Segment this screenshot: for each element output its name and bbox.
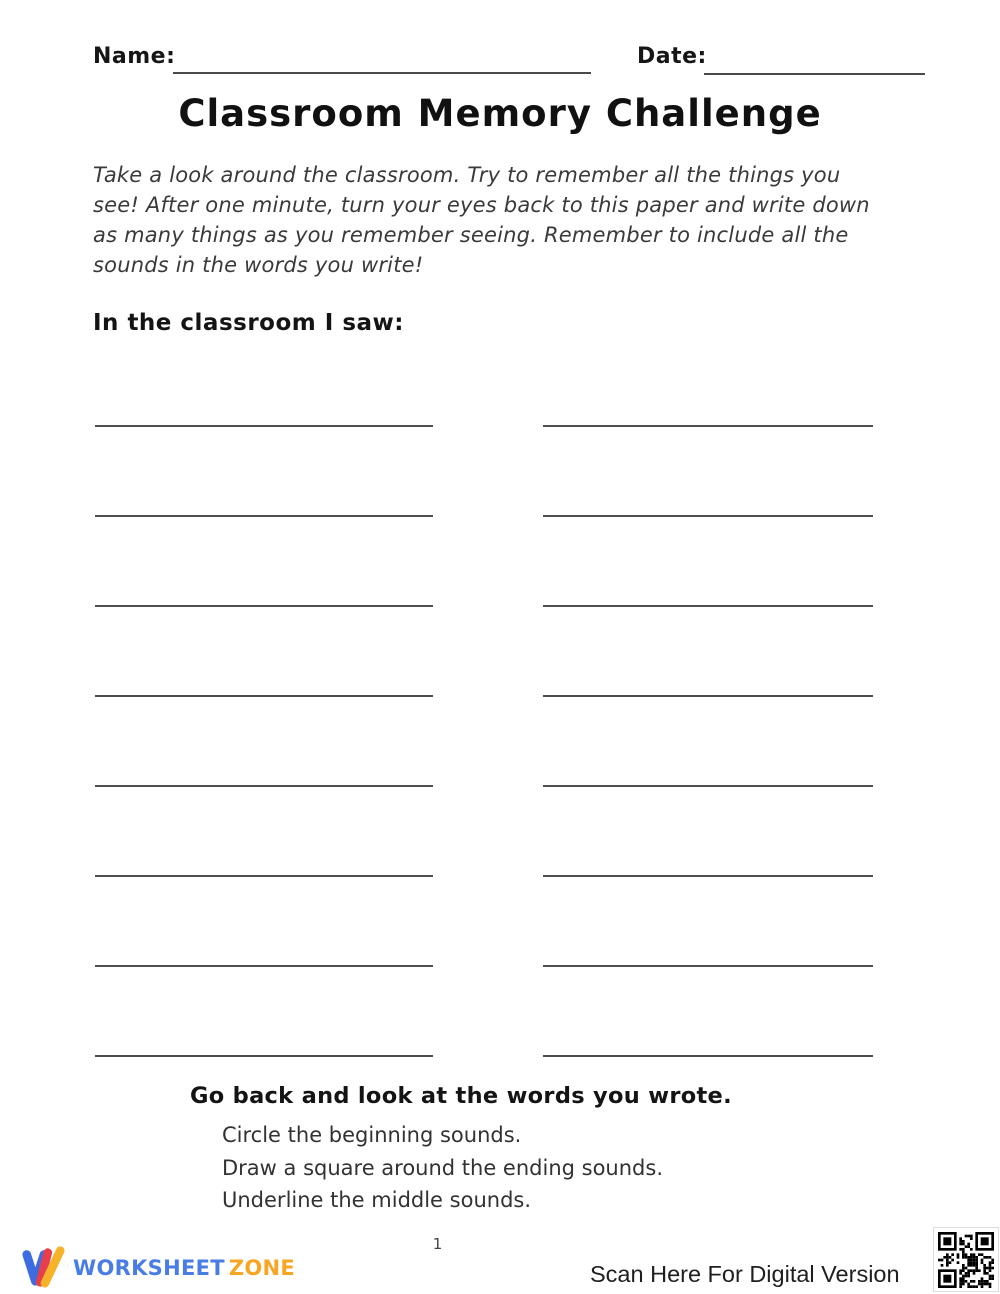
worksheetzone-w-icon — [20, 1244, 66, 1292]
page-title: Classroom Memory Challenge — [178, 92, 822, 135]
blank-writing-line[interactable] — [543, 967, 873, 1057]
brand-name-primary: WORKSHEET — [73, 1256, 225, 1280]
scan-here-text: Scan Here For Digital Version — [590, 1261, 900, 1287]
prompt-heading: In the classroom I saw: — [93, 310, 404, 336]
brand-name — [73, 1256, 295, 1280]
blank-writing-line[interactable] — [543, 337, 873, 427]
blank-writing-line[interactable] — [95, 517, 433, 607]
date-label: Date: — [637, 44, 707, 69]
blank-writing-line[interactable] — [543, 787, 873, 877]
brand-name-secondary: ZONE — [228, 1256, 296, 1280]
blank-writing-line[interactable] — [543, 517, 873, 607]
blank-writing-line[interactable] — [543, 697, 873, 787]
review-step: Draw a square around the ending sounds. — [222, 1155, 663, 1180]
name-input-line[interactable] — [173, 46, 591, 74]
blank-writing-line[interactable] — [95, 877, 433, 967]
review-heading: Go back and look at the words you wrote. — [190, 1083, 732, 1109]
date-input-line[interactable] — [704, 47, 925, 75]
page-number: 1 — [432, 1235, 443, 1253]
worksheetzone-logo — [20, 1244, 295, 1292]
blank-writing-line[interactable] — [95, 337, 433, 427]
blank-writing-line[interactable] — [95, 787, 433, 877]
blank-writing-line[interactable] — [95, 427, 433, 517]
review-step: Circle the beginning sounds. — [222, 1123, 522, 1147]
blank-writing-line[interactable] — [95, 967, 433, 1057]
qr-code-icon — [933, 1227, 999, 1292]
blank-writing-line[interactable] — [95, 697, 433, 787]
blank-writing-line[interactable] — [543, 877, 873, 967]
blank-writing-line[interactable] — [95, 607, 433, 697]
name-label: Name: — [93, 44, 176, 69]
review-steps — [222, 1119, 663, 1217]
instructions-paragraph: Take a look around the classroom. Try to remember all the things you see! After one minute, turn your eyes back to this paper and write down as many things as you remember seeing. Remember to include all the sounds in the words you write! — [93, 163, 870, 277]
writing-lines-grid — [95, 337, 873, 1057]
review-step: Underline the middle sounds. — [222, 1188, 532, 1212]
blank-writing-line[interactable] — [543, 427, 873, 517]
blank-writing-line[interactable] — [543, 607, 873, 697]
